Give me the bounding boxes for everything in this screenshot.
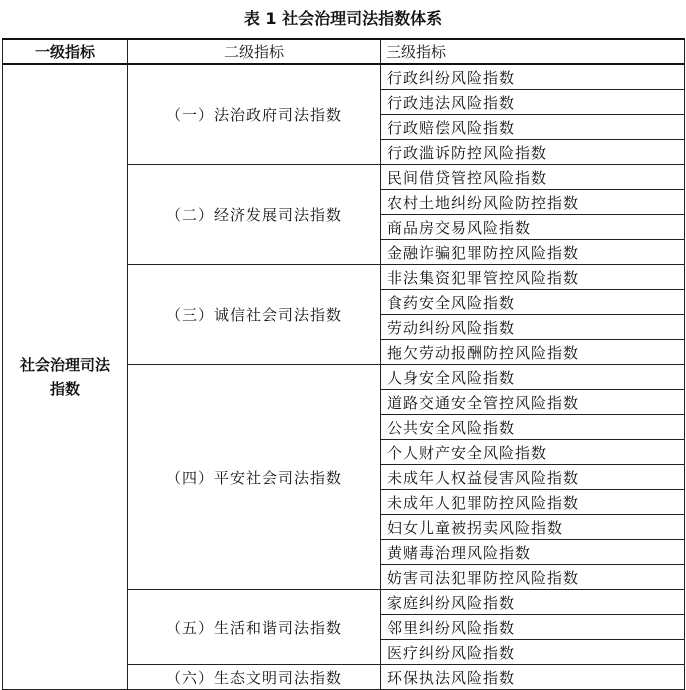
level3-cell: 医疗纠纷风险指数 [381, 640, 685, 665]
level3-cell: 未成年人犯罪防控风险指数 [381, 490, 685, 515]
level3-cell: 邻里纠纷风险指数 [381, 615, 685, 640]
level3-cell: 妇女儿童被拐卖风险指数 [381, 515, 685, 540]
level3-cell: 农村土地纠纷风险防控指数 [381, 190, 685, 215]
index-table [2, 38, 685, 690]
level3-cell: 黄赌毒治理风险指数 [381, 540, 685, 565]
level3-cell: 非法集资犯罪管控风险指数 [381, 265, 685, 290]
level3-cell: 金融诈骗犯罪防控风险指数 [381, 240, 685, 265]
level2-cell: （一）法治政府司法指数 [128, 64, 381, 165]
level3-cell: 劳动纠纷风险指数 [381, 315, 685, 340]
level2-cell: （三）诚信社会司法指数 [128, 265, 381, 365]
level3-cell: 妨害司法犯罪防控风险指数 [381, 565, 685, 590]
level3-cell: 商品房交易风险指数 [381, 215, 685, 240]
level1-label-line2: 指数 [49, 380, 80, 398]
level3-cell: 行政纠纷风险指数 [381, 64, 685, 90]
level3-cell: 行政滥诉防控风险指数 [381, 140, 685, 165]
level3-cell: 行政赔偿风险指数 [381, 115, 685, 140]
level2-cell: （二）经济发展司法指数 [128, 165, 381, 265]
level3-cell: 拖欠劳动报酬防控风险指数 [381, 340, 685, 365]
level2-cell: （五）生活和谐司法指数 [128, 590, 381, 665]
level2-cell: （六）生态文明司法指数 [128, 665, 381, 690]
level3-cell: 家庭纠纷风险指数 [381, 590, 685, 615]
level2-cell: （四）平安社会司法指数 [128, 365, 381, 590]
table-title: 表 1 社会治理司法指数体系 [243, 9, 443, 28]
level1-label-line1: 社会治理司法 [19, 356, 110, 374]
level3-cell: 未成年人权益侵害风险指数 [381, 465, 685, 490]
level3-cell: 道路交通安全管控风险指数 [381, 390, 685, 415]
header-level2: 二级指标 [128, 39, 381, 64]
level3-cell: 人身安全风险指数 [381, 365, 685, 390]
level3-cell: 公共安全风险指数 [381, 415, 685, 440]
table-body [3, 64, 685, 690]
table-row [3, 64, 685, 90]
header-level1: 一级指标 [3, 39, 128, 64]
level3-cell: 个人财产安全风险指数 [381, 440, 685, 465]
level1-cell [3, 64, 128, 690]
header-level3: 三级指标 [381, 39, 685, 64]
level3-cell: 环保执法风险指数 [381, 665, 685, 690]
header-row [3, 39, 685, 64]
level3-cell: 食药安全风险指数 [381, 290, 685, 315]
level3-cell: 民间借贷管控风险指数 [381, 165, 685, 190]
level3-cell: 行政违法风险指数 [381, 90, 685, 115]
